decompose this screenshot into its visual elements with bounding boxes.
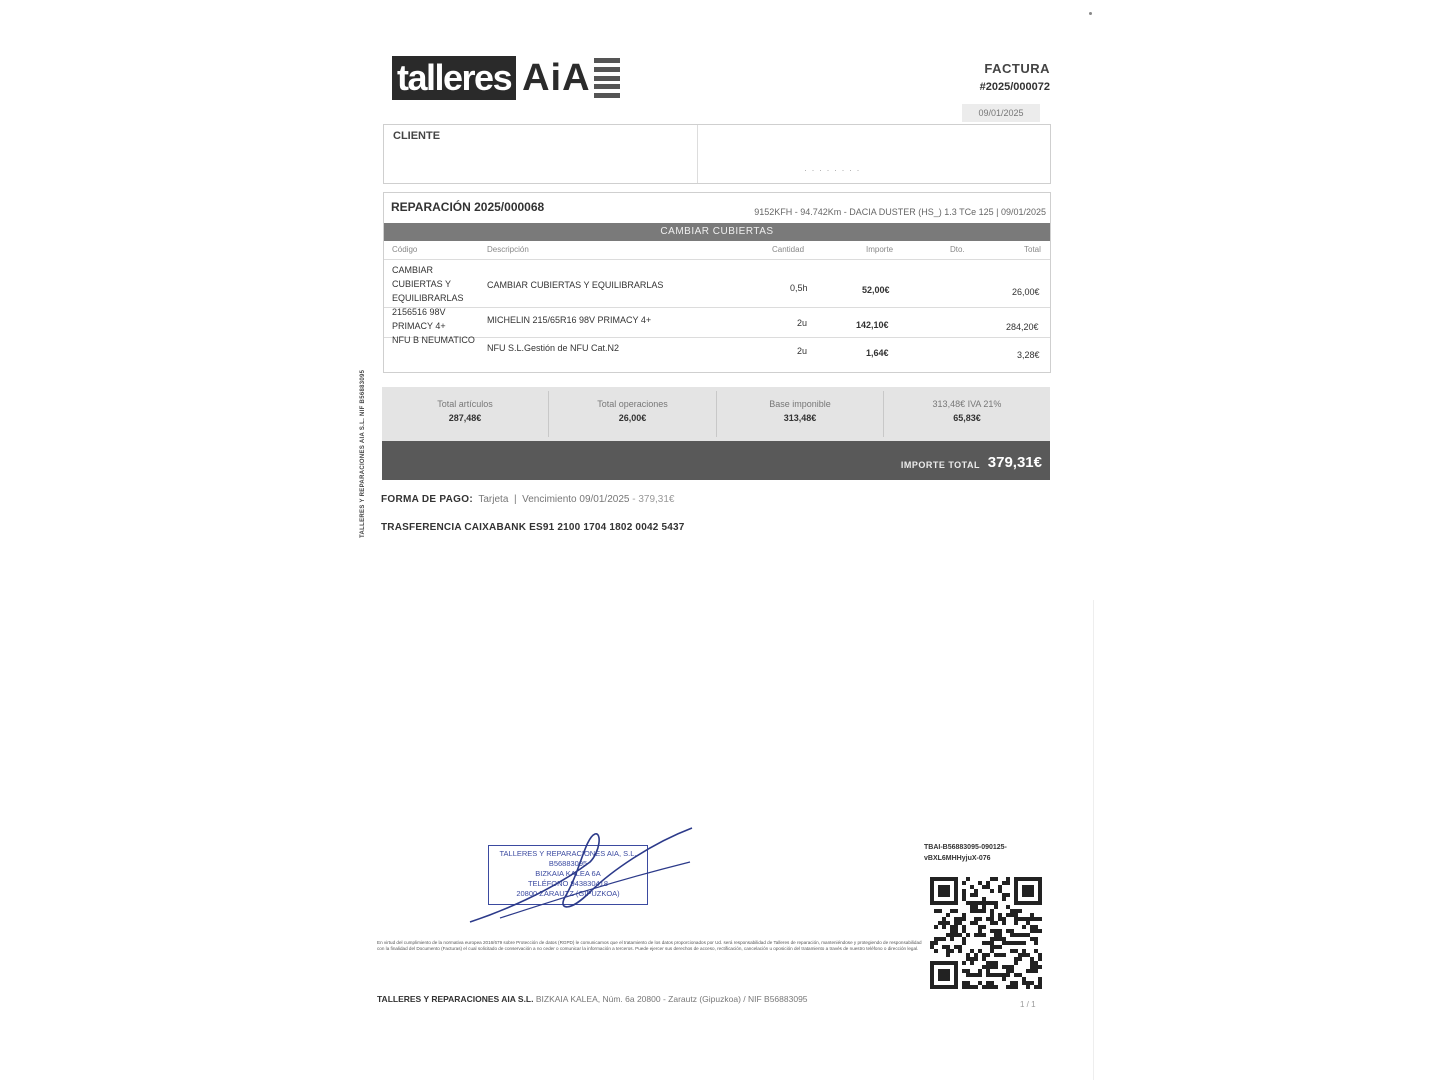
row-price: 142,10€ bbox=[856, 320, 889, 330]
tax-base-value: 313,48€ bbox=[783, 413, 817, 423]
payment-separator: | bbox=[513, 494, 517, 505]
row-quantity: 2u bbox=[797, 318, 808, 328]
total-articles bbox=[382, 387, 548, 441]
tbai-line: TBAI-B56883095-090125- bbox=[924, 844, 1007, 851]
qr-code-icon bbox=[930, 877, 1042, 989]
payment-due-label: Vencimiento bbox=[522, 494, 577, 505]
totals-box bbox=[382, 387, 1050, 441]
payment-line bbox=[381, 494, 675, 505]
row-description: MICHELIN 215/65R16 98V PRIMACY 4+ bbox=[487, 315, 652, 325]
footer-company: TALLERES Y REPARACIONES AIA S.L. bbox=[377, 994, 534, 1004]
logo-box-text: talleres bbox=[392, 56, 516, 100]
scan-dot bbox=[1089, 12, 1092, 15]
footer-address: BIZKAIA KALEA, Núm. 6a 20800 - Zarautz (Gipuzkoa) / NIF B56883095 bbox=[535, 994, 808, 1004]
page-number: 1 / 1 bbox=[1020, 1000, 1036, 1009]
col-head-quantity: Cantidad bbox=[772, 245, 805, 254]
row-code: NFU B NEUMATICO bbox=[392, 335, 475, 345]
row-total: 284,20€ bbox=[1006, 322, 1039, 332]
row-price: 1,64€ bbox=[866, 348, 889, 358]
col-head-total: Total bbox=[1024, 245, 1041, 254]
tbai-code bbox=[924, 842, 1007, 864]
repair-vehicle: 9152KFH - 94.742Km - DACIA DUSTER (HS_) 1.3 TCe 125 | 09/01/2025 bbox=[754, 207, 1046, 217]
invoice-date: 09/01/2025 bbox=[962, 104, 1040, 122]
company-logo bbox=[392, 56, 620, 100]
client-label: CLIENTE bbox=[393, 130, 441, 142]
stamp-line: TALLERES Y REPARACIONES AIA, S.L. bbox=[499, 849, 637, 858]
col-head-description: Descripción bbox=[487, 245, 529, 254]
col-head-price: Importe bbox=[866, 245, 894, 254]
total-operations-label: Total operaciones bbox=[597, 399, 668, 409]
row-code: 2156516 98V PRIMACY 4+ bbox=[392, 307, 446, 331]
tbai-line: vBXL6MHHyjuX-076 bbox=[924, 855, 991, 862]
logo-name: AiA bbox=[522, 57, 591, 99]
grand-total-bar bbox=[382, 441, 1050, 480]
repair-section-bar: CAMBIAR CUBIERTAS bbox=[384, 223, 1050, 241]
vat-value: 65,83€ bbox=[953, 413, 981, 423]
stamp-line: B56883095 bbox=[548, 859, 588, 868]
row-quantity: 0,5h bbox=[790, 283, 808, 293]
payment-method: Tarjeta bbox=[478, 494, 509, 505]
footer bbox=[377, 994, 808, 1004]
tax-base bbox=[717, 387, 883, 441]
col-head-code: Código bbox=[392, 245, 418, 254]
tax-base-label: Base imponible bbox=[769, 399, 831, 409]
col-head-discount: Dto. bbox=[950, 245, 965, 254]
payment-label: FORMA DE PAGO: bbox=[381, 494, 473, 505]
total-operations-value: 26,00€ bbox=[618, 413, 647, 423]
scan-edge bbox=[1093, 600, 1094, 1080]
total-articles-value: 287,48€ bbox=[448, 413, 482, 423]
row-separator bbox=[384, 307, 1050, 308]
side-legal-text: TALLERES Y REPARACIONES AIA S.L. NIF B56883095 bbox=[360, 369, 366, 538]
invoice-type: FACTURA bbox=[984, 61, 1050, 76]
row-description: CAMBIAR CUBIERTAS Y EQUILIBRARLAS bbox=[487, 280, 664, 290]
client-divider bbox=[697, 125, 698, 183]
payment-due-date: 09/01/2025 bbox=[579, 494, 630, 505]
logo-stripes-icon bbox=[594, 58, 620, 98]
row-separator bbox=[384, 259, 1050, 260]
invoice-number: #2025/000072 bbox=[979, 81, 1050, 93]
client-placeholder: · · · · · · · · bbox=[804, 165, 861, 175]
row-price: 52,00€ bbox=[862, 285, 890, 295]
payment-due-amount: - 379,31€ bbox=[632, 494, 675, 505]
stamp-line: BIZKAIA KALEA 6A bbox=[535, 869, 601, 878]
total-operations bbox=[549, 387, 716, 441]
row-total: 26,00€ bbox=[1012, 287, 1040, 297]
vat-total bbox=[884, 387, 1050, 441]
row-separator bbox=[384, 337, 1050, 338]
row-total: 3,28€ bbox=[1017, 350, 1040, 360]
row-description: NFU S.L.Gestión de NFU Cat.N2 bbox=[487, 343, 620, 353]
bank-transfer: TRASFERENCIA CAIXABANK ES91 2100 1704 1802 0042 5437 bbox=[381, 522, 685, 533]
client-box bbox=[383, 124, 1051, 184]
row-quantity: 2u bbox=[797, 346, 808, 356]
total-articles-label: Total artículos bbox=[437, 399, 493, 409]
row-code: CAMBIAR CUBIERTAS Y EQUILIBRARLAS bbox=[392, 265, 464, 303]
grand-total-value: 379,31€ bbox=[987, 454, 1042, 471]
vat-label: 313,48€ IVA 21% bbox=[932, 399, 1002, 409]
repair-box bbox=[383, 192, 1051, 373]
grand-total-label: IMPORTE TOTAL bbox=[900, 460, 980, 470]
signature-icon bbox=[460, 822, 700, 932]
legal-notice: En virtud del cumplimiento de la normativa europea 2016/679 sobre Protección de datos (RGPD) le comunicamos que el tratamiento de los datos proporcionados por Ud. será responsabilidad de Talleres de reparación, manteniéndose y protegiendo de responsabilidad con la finalidad del Documento (Facturas) el cual solicitado de conservación a no ceder o comunicar la información a terceros. Puede ejercer sus derechos de acceso, rectificación, cancelación u oposición del tratamiento a través de nuestro teléfono o dirección legal. bbox=[377, 940, 922, 952]
stamp-line: TELÉFONO 943830418 bbox=[527, 879, 609, 888]
stamp-line: 20800 ZARAUTZ (GIPUZKOA) bbox=[516, 889, 620, 898]
repair-title: REPARACIÓN 2025/000068 bbox=[391, 200, 545, 214]
